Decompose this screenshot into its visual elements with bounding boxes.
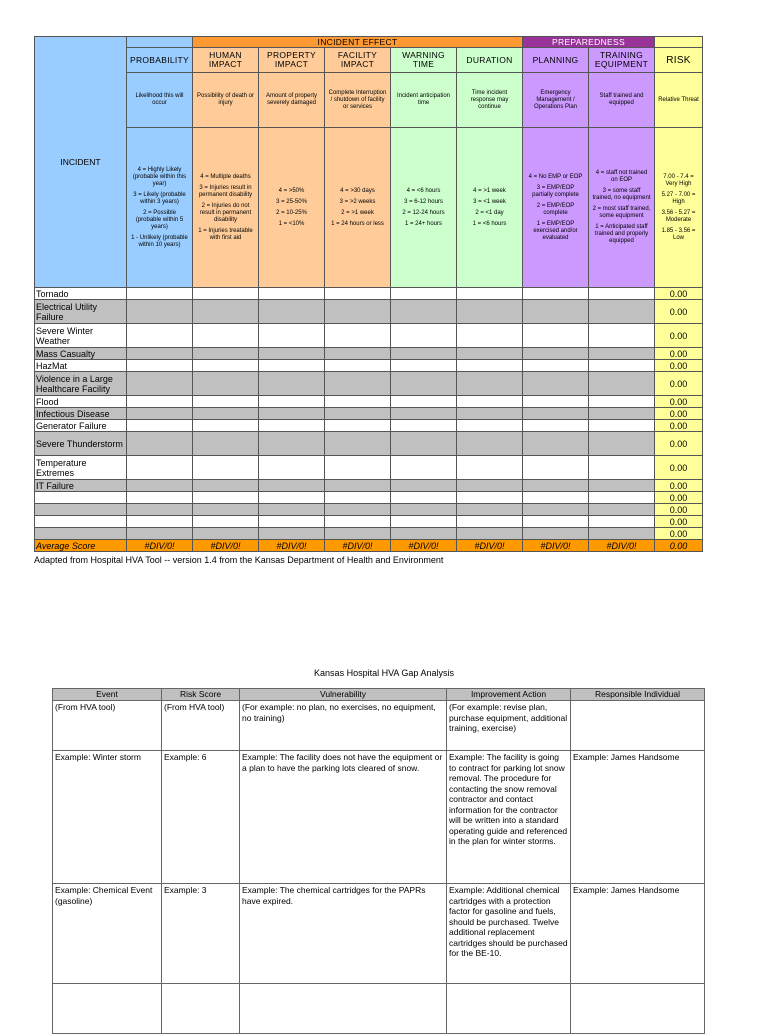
score-input-cell[interactable] xyxy=(589,504,655,516)
training-equipment-description: Staff trained and equipped xyxy=(589,73,655,128)
gap-cell[interactable]: Example: Chemical Event (gasoline) xyxy=(53,884,162,984)
score-input-cell[interactable] xyxy=(457,492,523,504)
gap-cell[interactable] xyxy=(53,984,162,1034)
score-input-cell[interactable] xyxy=(457,516,523,528)
score-input-cell[interactable] xyxy=(325,372,391,396)
incident-name: Tornado xyxy=(35,288,127,300)
score-input-cell[interactable] xyxy=(589,360,655,372)
probability-scale xyxy=(127,128,193,288)
incident-name: Severe Thunderstorm xyxy=(35,432,127,456)
score-input-cell[interactable] xyxy=(193,432,259,456)
average-score-value: #DIV/0! xyxy=(193,540,259,552)
gap-row xyxy=(53,751,705,884)
incident-name: Electrical Utility Failure xyxy=(35,300,127,324)
score-input-cell[interactable] xyxy=(193,372,259,396)
hva-table xyxy=(34,36,703,552)
risk-header: RISK xyxy=(655,48,703,73)
scale-value: 4 = Multiple deaths xyxy=(200,173,251,180)
average-score-value: #DIV/0! xyxy=(457,540,523,552)
score-input-cell[interactable] xyxy=(325,348,391,360)
scale-value: 1.85 - 3.56 = Low xyxy=(661,227,696,241)
gap-cell[interactable]: Example: The chemical cartridges for the PAPRs have expired. xyxy=(240,884,447,984)
score-input-cell[interactable] xyxy=(325,408,391,420)
score-input-cell[interactable] xyxy=(523,360,589,372)
score-input-cell[interactable] xyxy=(457,504,523,516)
score-input-cell[interactable] xyxy=(391,396,457,408)
score-input-cell[interactable] xyxy=(259,324,325,348)
score-input-cell[interactable] xyxy=(523,300,589,324)
risk-value: 0.00 xyxy=(655,504,703,516)
score-input-cell[interactable] xyxy=(259,360,325,372)
score-input-cell[interactable] xyxy=(259,408,325,420)
scale-value: 4 = Highly Likely (probable within this year) xyxy=(132,166,187,187)
score-input-cell[interactable] xyxy=(127,408,193,420)
score-input-cell[interactable] xyxy=(127,360,193,372)
score-input-cell[interactable] xyxy=(325,396,391,408)
average-risk-value: 0.00 xyxy=(655,540,703,552)
score-input-cell[interactable] xyxy=(457,456,523,480)
score-input-cell[interactable] xyxy=(457,408,523,420)
score-input-cell[interactable] xyxy=(523,456,589,480)
property-impact-description: Amount of property severely damaged xyxy=(259,73,325,128)
scale-value: 3 = Injuries result in permanent disability xyxy=(198,184,253,198)
scale-value: 1 - Unlikely (probable within 10 years) xyxy=(131,234,188,248)
incident-effect-header: INCIDENT EFFECT xyxy=(193,37,523,48)
score-input-cell[interactable] xyxy=(193,480,259,492)
score-input-cell[interactable] xyxy=(259,288,325,300)
gap-analysis-title: Kansas Hospital HVA Gap Analysis xyxy=(314,668,454,678)
score-input-cell[interactable] xyxy=(589,528,655,540)
risk-value: 0.00 xyxy=(655,408,703,420)
risk-value: 0.00 xyxy=(655,396,703,408)
gap-column-header: Vulnerability xyxy=(240,689,447,701)
gap-cell[interactable]: Example: Winter storm xyxy=(53,751,162,884)
average-score-value: #DIV/0! xyxy=(589,540,655,552)
score-input-cell[interactable] xyxy=(193,348,259,360)
incident-row xyxy=(35,492,703,504)
gap-cell[interactable]: Example: The facility does not have the equipment or a plan to have the parking lots cleared of snow. xyxy=(240,751,447,884)
scale-value: 4 = <6 hours xyxy=(406,187,441,194)
risk-value: 0.00 xyxy=(655,456,703,480)
facility-impact-description: Complete Interruption / shutdown of facility or services xyxy=(325,73,391,128)
score-input-cell[interactable] xyxy=(193,396,259,408)
score-input-cell[interactable] xyxy=(523,396,589,408)
incident-row xyxy=(35,324,703,348)
score-input-cell[interactable] xyxy=(589,516,655,528)
incident-name xyxy=(35,516,127,528)
score-input-cell[interactable] xyxy=(457,348,523,360)
scale-value: 2 = 10-25% xyxy=(276,209,307,216)
score-input-cell[interactable] xyxy=(325,360,391,372)
score-input-cell[interactable] xyxy=(193,300,259,324)
incident-row xyxy=(35,288,703,300)
planning-scale xyxy=(523,128,589,288)
score-input-cell[interactable] xyxy=(523,492,589,504)
score-input-cell[interactable] xyxy=(325,492,391,504)
score-input-cell[interactable] xyxy=(127,300,193,324)
score-input-cell[interactable] xyxy=(193,504,259,516)
gap-cell[interactable]: Example: Additional chemical cartridges with a protection factor for gasoline and fuels, should be purchased. Twelve additional replacement cartridges should be purchased for the BE-10. xyxy=(447,884,571,984)
score-input-cell[interactable] xyxy=(589,480,655,492)
warning-time-description: Incident anticipation time xyxy=(391,73,457,128)
score-input-cell[interactable] xyxy=(523,480,589,492)
score-input-cell[interactable] xyxy=(589,420,655,432)
average-score-value: #DIV/0! xyxy=(127,540,193,552)
gap-column-header: Event xyxy=(53,689,162,701)
scale-value: 3 = 25-50% xyxy=(276,198,307,205)
score-input-cell[interactable] xyxy=(193,288,259,300)
score-input-cell[interactable] xyxy=(193,360,259,372)
score-input-cell[interactable] xyxy=(523,372,589,396)
risk-value: 0.00 xyxy=(655,348,703,360)
score-input-cell[interactable] xyxy=(259,300,325,324)
score-input-cell[interactable] xyxy=(391,408,457,420)
gap-cell[interactable] xyxy=(571,984,705,1034)
score-input-cell[interactable] xyxy=(457,420,523,432)
incident-name: Mass Casualty xyxy=(35,348,127,360)
score-input-cell[interactable] xyxy=(127,432,193,456)
score-input-cell[interactable] xyxy=(127,348,193,360)
facility-impact-header: FACILITY IMPACT xyxy=(325,48,391,73)
training-equipment-header: TRAINING EQUIPMENT xyxy=(589,48,655,73)
incident-row xyxy=(35,456,703,480)
scale-value: 4 = >1 week xyxy=(473,187,506,194)
scale-value: 3 = 6-12 hours xyxy=(404,198,443,205)
score-input-cell[interactable] xyxy=(127,456,193,480)
score-input-cell[interactable] xyxy=(589,288,655,300)
risk-value: 0.00 xyxy=(655,372,703,396)
score-input-cell[interactable] xyxy=(325,516,391,528)
scale-value: 1 = 24 hours or less xyxy=(331,220,384,227)
score-input-cell[interactable] xyxy=(193,408,259,420)
warning-time-header: WARNING TIME xyxy=(391,48,457,73)
planning-description: Emergency Management / Operations Plan xyxy=(523,73,589,128)
scale-value: 2 = Possible (probable within 5 years) xyxy=(135,209,184,230)
scale-value: 3.56 - 5.27 = Moderate xyxy=(661,209,696,223)
incident-row xyxy=(35,408,703,420)
score-input-cell[interactable] xyxy=(589,300,655,324)
score-input-cell[interactable] xyxy=(523,288,589,300)
risk-scale xyxy=(655,128,703,288)
score-input-cell[interactable] xyxy=(325,288,391,300)
score-input-cell[interactable] xyxy=(589,408,655,420)
score-input-cell[interactable] xyxy=(259,492,325,504)
incident-name xyxy=(35,528,127,540)
average-score-value: #DIV/0! xyxy=(391,540,457,552)
risk-value: 0.00 xyxy=(655,324,703,348)
incident-row xyxy=(35,480,703,492)
score-input-cell[interactable] xyxy=(127,288,193,300)
score-input-cell[interactable] xyxy=(457,288,523,300)
score-input-cell[interactable] xyxy=(259,456,325,480)
risk-value: 0.00 xyxy=(655,360,703,372)
score-input-cell[interactable] xyxy=(589,456,655,480)
score-input-cell[interactable] xyxy=(523,348,589,360)
score-input-cell[interactable] xyxy=(523,432,589,456)
gap-cell[interactable]: (For example: revise plan, purchase equipment, additional training, exercise) xyxy=(447,701,571,751)
score-input-cell[interactable] xyxy=(259,348,325,360)
score-input-cell[interactable] xyxy=(193,456,259,480)
score-input-cell[interactable] xyxy=(127,480,193,492)
gap-row xyxy=(53,701,705,751)
incident-row xyxy=(35,372,703,396)
incident-row xyxy=(35,528,703,540)
incident-row xyxy=(35,300,703,324)
risk-description: Relative Threat xyxy=(655,73,703,128)
risk-value: 0.00 xyxy=(655,528,703,540)
incident-name: Flood xyxy=(35,396,127,408)
score-input-cell[interactable] xyxy=(589,372,655,396)
score-input-cell[interactable] xyxy=(523,324,589,348)
scale-value: 2 = >1 week xyxy=(341,209,374,216)
incident-row xyxy=(35,348,703,360)
score-input-cell[interactable] xyxy=(127,372,193,396)
incident-row xyxy=(35,396,703,408)
gap-column-header: Improvement Action xyxy=(447,689,571,701)
gap-cell[interactable]: Example: The facility is going to contract for parking lot snow removal. The procedure for contacting the snow removal contractor and contact information for the contractor will be written into a standard operating guide and referenced in the plan for winter storms. xyxy=(447,751,571,884)
average-score-value: #DIV/0! xyxy=(325,540,391,552)
duration-description: Time incident response may continue xyxy=(457,73,523,128)
property-impact-scale xyxy=(259,128,325,288)
scale-value: 4 = >30 days xyxy=(340,187,375,194)
gap-cell[interactable]: (From HVA tool) xyxy=(162,701,240,751)
incident-row xyxy=(35,504,703,516)
incident-name: Infectious Disease xyxy=(35,408,127,420)
incident-name: IT Failure xyxy=(35,480,127,492)
scale-value: 2 = <1 day xyxy=(475,209,504,216)
score-input-cell[interactable] xyxy=(391,516,457,528)
probability-description: Likelihood this will occur xyxy=(127,73,193,128)
facility-impact-scale xyxy=(325,128,391,288)
incident-name: Severe Winter Weather xyxy=(35,324,127,348)
score-input-cell[interactable] xyxy=(391,324,457,348)
score-input-cell[interactable] xyxy=(325,432,391,456)
probability-header: PROBABILITY xyxy=(127,48,193,73)
score-input-cell[interactable] xyxy=(325,504,391,516)
score-input-cell[interactable] xyxy=(127,516,193,528)
gap-cell[interactable] xyxy=(162,984,240,1034)
score-input-cell[interactable] xyxy=(523,420,589,432)
gap-row xyxy=(53,984,705,1034)
risk-value: 0.00 xyxy=(655,420,703,432)
scale-value: 1 = 24+ hours xyxy=(404,220,443,227)
scale-value: 1 = Anticipated staff trained and properly equipped xyxy=(594,224,649,244)
score-input-cell[interactable] xyxy=(457,396,523,408)
score-input-cell[interactable] xyxy=(523,516,589,528)
gap-cell[interactable] xyxy=(240,984,447,1034)
score-input-cell[interactable] xyxy=(391,348,457,360)
incident-row xyxy=(35,432,703,456)
score-input-cell[interactable] xyxy=(325,324,391,348)
scale-value: 1 = Injuries treatable with first aid xyxy=(198,227,253,241)
preparedness-header: PREPAREDNESS xyxy=(523,37,655,48)
incident-name: Generator Failure xyxy=(35,420,127,432)
score-input-cell[interactable] xyxy=(457,372,523,396)
score-input-cell[interactable] xyxy=(259,516,325,528)
gap-cell[interactable]: Example: James Handsome xyxy=(571,884,705,984)
score-input-cell[interactable] xyxy=(193,324,259,348)
incident-name xyxy=(35,504,127,516)
score-input-cell[interactable] xyxy=(259,420,325,432)
gap-cell[interactable]: Example: James Handsome xyxy=(571,751,705,884)
incident-name: Temperature Extremes xyxy=(35,456,127,480)
scale-value: 4 = No EMP or EOP xyxy=(528,173,583,180)
average-score-value: #DIV/0! xyxy=(523,540,589,552)
score-input-cell[interactable] xyxy=(127,324,193,348)
score-input-cell[interactable] xyxy=(325,528,391,540)
gap-cell[interactable] xyxy=(571,701,705,751)
incident-name xyxy=(35,492,127,504)
gap-column-header: Risk Score xyxy=(162,689,240,701)
gap-header-row xyxy=(53,689,705,701)
gap-column-header: Responsible Individual xyxy=(571,689,705,701)
score-input-cell[interactable] xyxy=(391,360,457,372)
incident-row xyxy=(35,360,703,372)
scale-value: 3 = EMP/EOP partially complete xyxy=(532,184,579,198)
score-input-cell[interactable] xyxy=(457,480,523,492)
score-input-cell[interactable] xyxy=(127,420,193,432)
score-input-cell[interactable] xyxy=(193,528,259,540)
score-input-cell[interactable] xyxy=(391,456,457,480)
average-score-label: Average Score xyxy=(35,540,127,552)
score-input-cell[interactable] xyxy=(259,396,325,408)
incident-rows xyxy=(35,288,703,540)
risk-value: 0.00 xyxy=(655,288,703,300)
scale-value: 3 = <1 week xyxy=(473,198,506,205)
incident-column-header: INCIDENT xyxy=(35,37,127,288)
score-input-cell[interactable] xyxy=(523,528,589,540)
planning-header: PLANNING xyxy=(523,48,589,73)
score-input-cell[interactable] xyxy=(457,324,523,348)
gap-cell[interactable]: (From HVA tool) xyxy=(53,701,162,751)
score-input-cell[interactable] xyxy=(391,300,457,324)
score-input-cell[interactable] xyxy=(523,504,589,516)
scale-value: 2 = most staff trained, some equipment xyxy=(592,206,651,219)
gap-row xyxy=(53,884,705,984)
scale-value: 5.27 - 7.00 = High xyxy=(661,191,696,205)
duration-header: DURATION xyxy=(457,48,523,73)
gap-analysis-table xyxy=(52,688,705,1034)
incident-row xyxy=(35,420,703,432)
score-input-cell[interactable] xyxy=(259,432,325,456)
scale-value: 1 = <10% xyxy=(278,220,305,227)
score-input-cell[interactable] xyxy=(325,456,391,480)
risk-value: 0.00 xyxy=(655,432,703,456)
score-input-cell[interactable] xyxy=(457,360,523,372)
score-input-cell[interactable] xyxy=(391,504,457,516)
scale-value: 7.00 - 7.4 = Very High xyxy=(663,173,694,187)
gap-cell[interactable]: Example: 3 xyxy=(162,884,240,984)
score-input-cell[interactable] xyxy=(391,372,457,396)
score-input-cell[interactable] xyxy=(391,432,457,456)
human-impact-header: HUMAN IMPACT xyxy=(193,48,259,73)
score-input-cell[interactable] xyxy=(193,420,259,432)
score-input-cell[interactable] xyxy=(523,408,589,420)
risk-value: 0.00 xyxy=(655,480,703,492)
score-input-cell[interactable] xyxy=(391,480,457,492)
score-input-cell[interactable] xyxy=(589,324,655,348)
score-input-cell[interactable] xyxy=(325,420,391,432)
score-input-cell[interactable] xyxy=(391,528,457,540)
score-input-cell[interactable] xyxy=(391,420,457,432)
score-input-cell[interactable] xyxy=(259,372,325,396)
scale-value: 2 = 12-24 hours xyxy=(402,209,445,216)
duration-scale xyxy=(457,128,523,288)
score-input-cell[interactable] xyxy=(259,504,325,516)
score-input-cell[interactable] xyxy=(589,348,655,360)
score-input-cell[interactable] xyxy=(325,480,391,492)
risk-value: 0.00 xyxy=(655,516,703,528)
score-input-cell[interactable] xyxy=(457,528,523,540)
score-input-cell[interactable] xyxy=(127,528,193,540)
incident-name: Violence in a Large Healthcare Facility xyxy=(35,372,127,396)
incident-row xyxy=(35,516,703,528)
gap-cell[interactable]: (For example: no plan, no exercises, no equipment, no training) xyxy=(240,701,447,751)
human-impact-scale xyxy=(193,128,259,288)
scale-value: 1 = <6 hours xyxy=(472,220,507,227)
score-input-cell[interactable] xyxy=(457,432,523,456)
training-equipment-scale xyxy=(589,128,655,288)
scale-value: 2 = EMP/EOP complete xyxy=(536,202,575,216)
human-impact-description: Possibility of death or injury xyxy=(193,73,259,128)
score-input-cell[interactable] xyxy=(259,480,325,492)
hva-footnote: Adapted from Hospital HVA Tool -- version 1.4 from the Kansas Department of Health and Environment xyxy=(34,555,444,565)
score-input-cell[interactable] xyxy=(127,504,193,516)
scale-value: 4 = >50% xyxy=(278,187,305,194)
score-input-cell[interactable] xyxy=(589,492,655,504)
scale-value: 3 = Likely (probable within 3 years) xyxy=(133,191,186,205)
scale-value: 1 = EMP/EOP exercised and/or evaluated xyxy=(533,220,578,241)
score-input-cell[interactable] xyxy=(325,300,391,324)
average-score-value: #DIV/0! xyxy=(259,540,325,552)
score-input-cell[interactable] xyxy=(391,492,457,504)
gap-cell[interactable]: Example: 6 xyxy=(162,751,240,884)
scale-value: 2 = Injuries do not result in permanent disability xyxy=(199,202,252,223)
score-input-cell[interactable] xyxy=(259,528,325,540)
property-impact-header: PROPERTY IMPACT xyxy=(259,48,325,73)
score-input-cell[interactable] xyxy=(127,492,193,504)
score-input-cell[interactable] xyxy=(391,288,457,300)
scale-value: 4 = staff not trained on EOP xyxy=(595,170,648,183)
score-input-cell[interactable] xyxy=(589,396,655,408)
scale-value: 3 = some staff trained, no equipment xyxy=(592,188,651,201)
score-input-cell[interactable] xyxy=(127,396,193,408)
risk-value: 0.00 xyxy=(655,492,703,504)
risk-value: 0.00 xyxy=(655,300,703,324)
gap-cell[interactable] xyxy=(447,984,571,1034)
score-input-cell[interactable] xyxy=(193,492,259,504)
warning-time-scale xyxy=(391,128,457,288)
score-input-cell[interactable] xyxy=(589,432,655,456)
score-input-cell[interactable] xyxy=(457,300,523,324)
incident-name: HazMat xyxy=(35,360,127,372)
score-input-cell[interactable] xyxy=(193,516,259,528)
scale-value: 3 = >2 weeks xyxy=(339,198,376,205)
